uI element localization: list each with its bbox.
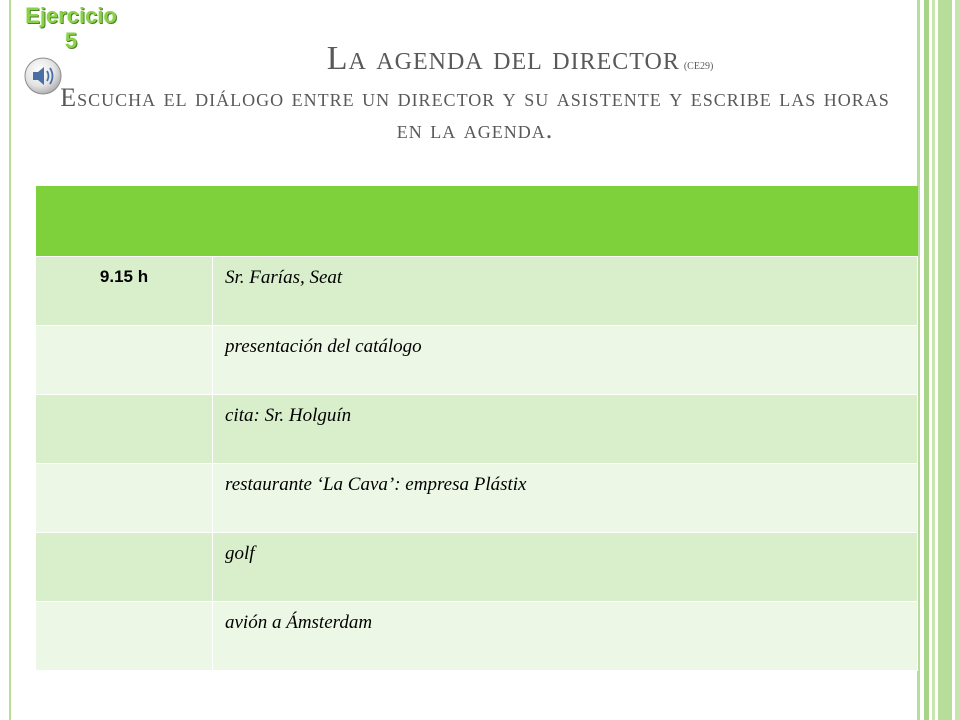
entry-cell [213, 395, 918, 464]
speaker-icon[interactable] [23, 56, 63, 96]
entry-cell [213, 533, 918, 602]
time-cell[interactable] [36, 533, 213, 602]
table-row [36, 602, 918, 671]
entry-text: golf [225, 543, 255, 564]
exercise-number: 5 [64, 28, 78, 53]
time-cell[interactable] [36, 395, 213, 464]
entry-text: cita: Sr. Holguín [225, 405, 352, 426]
title-code: (CE29) [683, 61, 714, 72]
header-cell-entry [213, 186, 918, 257]
agenda-header-row [36, 186, 918, 257]
time-value [36, 395, 212, 405]
time-value [36, 464, 212, 474]
time-cell[interactable] [36, 257, 213, 326]
header-cell-time [36, 186, 213, 257]
table-row [36, 533, 918, 602]
right-border-stripes [917, 0, 960, 720]
entry-text: Sr. Farías, Seat [225, 267, 343, 288]
agenda-table [35, 186, 918, 671]
table-row [36, 395, 918, 464]
time-cell[interactable] [36, 326, 213, 395]
entry-cell [213, 326, 918, 395]
entry-cell [213, 257, 918, 326]
entry-cell [213, 464, 918, 533]
left-border-line [9, 0, 11, 720]
time-cell[interactable] [36, 602, 213, 671]
time-value: 9.15 h [99, 267, 149, 286]
time-cell[interactable] [36, 464, 213, 533]
table-row [36, 326, 918, 395]
time-value [36, 326, 212, 336]
table-row [36, 257, 918, 326]
entry-text: restaurante ‘La Cava’: empresa Plástix [225, 474, 527, 495]
exercise-word: Ejercicio [25, 3, 117, 28]
entry-text: avión a Ámsterdam [225, 612, 373, 633]
time-value [36, 602, 212, 612]
instruction-text: Escucha el diálogo entre un director y su asistente y escribe las horas en la agenda. [60, 83, 890, 144]
exercise-label [14, 3, 128, 53]
title-main: La agenda del director [326, 40, 680, 77]
page-title [150, 40, 890, 78]
time-value [36, 533, 212, 543]
entry-text: presentación del catálogo [225, 336, 422, 357]
entry-cell [213, 602, 918, 671]
table-row [36, 464, 918, 533]
